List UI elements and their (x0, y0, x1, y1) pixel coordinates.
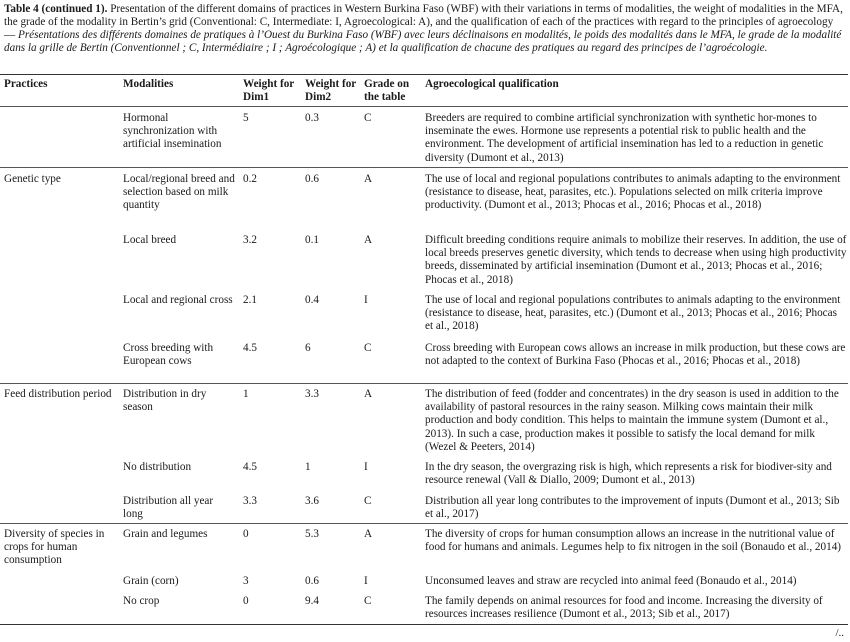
modality-cell: Distribution all year long (123, 495, 214, 521)
weight-dim2-cell: 3.3 (305, 388, 319, 400)
qualification-cell: Breeders are required to combine artificial synchronization with synthetic hor-mones to inseminate the ewes. Hormone use represents a potential risk to public health and the environment. The development of artificial insemination has led to a reduction in genetic diversity (Dumont et al., 2013) (425, 112, 824, 164)
weight-dim2-cell: 5.3 (305, 528, 319, 540)
grade-cell: C (364, 495, 372, 507)
modality-cell: Local breed (123, 234, 177, 246)
header-modalities: Modalities (123, 78, 174, 90)
caption-label: Table 4 (continued 1). (4, 3, 108, 15)
grade-cell: C (364, 595, 372, 607)
weight-dim2-cell: 0.4 (305, 294, 319, 306)
grade-cell: A (364, 234, 373, 246)
weight-dim2-cell: 0.6 (305, 575, 319, 587)
modality-cell: Local and regional cross (123, 294, 233, 306)
modality-cell: Grain (corn) (123, 575, 179, 587)
weight-dim1-cell: 3.3 (243, 495, 257, 507)
qualification-cell: Difficult breeding conditions require animals to mobilize their reserves. In addition, the use of local breeds preserves genetic diversity, which tends to decrease when using high productivity breeds, disseminated by artificial insemination (Dumont et al., 2013; Phocas et al., 2016; Phocas et al., 2018) (425, 234, 847, 286)
grade-cell: I (364, 575, 368, 587)
weight-dim1-cell: 2.1 (243, 294, 257, 306)
weight-dim2-cell: 0.6 (305, 173, 319, 185)
caption-text-fr: Présentations des différents domaines de pratiques à l’Ouest du Burkina Faso (WBF) avec leurs déclinaisons en modalités, le poids des modalités dans le MFA, le grade de la modalité dans la grille de Bertin (Conventionnel ; C, Intermédiaire ; I ; Agroécologique ; A) et la qualification de chacune des pratiques au regard des principes de l’agroécologie. (4, 29, 842, 54)
qualification-cell: Unconsumed leaves and straw are recycled into animal feed (Bonaudo et al., 2014) (425, 575, 797, 587)
modality-cell: Local/regional breed and selection based on milk quantity (123, 173, 235, 212)
grade-cell: A (364, 173, 373, 185)
practice-cell: Genetic type (4, 173, 61, 185)
modality-cell: Hormonal synchronization with artificial insemination (123, 112, 222, 151)
practice-cell: Diversity of species in crops for human consumption (4, 528, 105, 567)
grade-cell: A (364, 528, 373, 540)
grade-cell: I (364, 294, 368, 306)
qualification-cell: Distribution all year long contributes to the improvement of inputs (Dumont et al., 2013; Sib et al., 2017) (425, 495, 840, 521)
weight-dim2-cell: 6 (305, 342, 311, 354)
header-rule (0, 106, 848, 107)
qualification-cell: The use of local and regional populations contributes to animals adapting to the environment (resistance to disease, heat, parasites, etc.) (Dumont et al., 2013; Phocas et al., 2016; Phocas et al., 2018) (425, 294, 841, 333)
qualification-cell: The family depends on animal resources for food and income. Increasing the diversity of resources increases resilience (Dumont et al., 2013; Sib et al., 2017) (425, 595, 823, 621)
group-rule (0, 523, 848, 524)
weight-dim2-cell: 9.4 (305, 595, 319, 607)
top-rule (0, 74, 848, 75)
header-qualification: Agroecological qualification (425, 78, 559, 90)
weight-dim1-cell: 0 (243, 528, 249, 540)
caption-text-en: Presentation of the different domains of practices in Western Burkina Faso (WBF) with their variations in terms of modalities, the weight of modalities in the MFA, the grade of the modality in Bertin’s grid (Conventional: C, Intermediate: I, Agroecological: A), and the qualification of each of the practices with regard to the principles of agroecology — (4, 3, 843, 41)
weight-dim1-cell: 1 (243, 388, 249, 400)
modality-cell: No distribution (123, 461, 192, 473)
qualification-cell: The use of local and regional populations contributes to animals adapting to the environment (resistance to disease, heat, parasites, etc.). Populations selected on milk criteria improve productivity. (Dumont et al., 2013; Phocas et al., 2016; Phocas et al., 2018) (425, 173, 841, 212)
group-rule (0, 383, 848, 384)
modality-cell: No crop (123, 595, 160, 607)
practice-cell: Feed distribution period (4, 388, 112, 400)
grade-cell: C (364, 342, 372, 354)
weight-dim1-cell: 0 (243, 595, 249, 607)
weight-dim2-cell: 0.1 (305, 234, 319, 246)
weight-dim1-cell: 4.5 (243, 461, 257, 473)
modality-cell: Distribution in dry season (123, 388, 207, 414)
header-practices: Practices (4, 78, 48, 90)
table-caption (4, 3, 846, 55)
weight-dim1-cell: 0.2 (243, 173, 257, 185)
qualification-cell: Cross breeding with European cows allows an increase in milk production, but these cows are not adapted to the context of Burkina Faso (Phocas et al., 2016; Phocas et al., 2018) (425, 342, 846, 368)
grade-cell: A (364, 388, 373, 400)
weight-dim2-cell: 3.6 (305, 495, 319, 507)
bottom-rule (0, 624, 848, 625)
group-rule (0, 167, 848, 168)
continued-marker: /.. (835, 627, 844, 639)
header-weight-dim2: Weight for Dim2 (305, 78, 357, 103)
weight-dim1-cell: 3 (243, 575, 249, 587)
weight-dim1-cell: 4.5 (243, 342, 257, 354)
qualification-cell: In the dry season, the overgrazing risk is high, which represents a risk for biodiver-sity and resource renewal (Vall & Diallo, 2009; Dumont et al., 2013) (425, 461, 832, 487)
weight-dim2-cell: 1 (305, 461, 311, 473)
modality-cell: Cross breeding with European cows (123, 342, 214, 368)
weight-dim2-cell: 0.3 (305, 112, 319, 124)
modality-cell: Grain and legumes (123, 528, 208, 540)
weight-dim1-cell: 5 (243, 112, 249, 124)
grade-cell: C (364, 112, 372, 124)
grade-cell: I (364, 461, 368, 473)
qualification-cell: The diversity of crops for human consumption allows an increase in the nutritional value of food for humans and animals. Legumes help to fix nitrogen in the soil (Bonaudo et al., 2014) (425, 528, 842, 554)
header-grade: Grade on the table (364, 78, 410, 103)
weight-dim1-cell: 3.2 (243, 234, 257, 246)
header-weight-dim1: Weight for Dim1 (243, 78, 295, 103)
qualification-cell: The distribution of feed (fodder and concentrates) in the dry season is used in addition to the availability of pastoral resources in the rainy season. Milking cows maintain their milk production and body condition. This helps to maintain the immune system (Dumont et al., 2013). In such a case, production makes it possible to satisfy the local demand for milk (Wezel & Peeters, 2014) (425, 388, 839, 453)
